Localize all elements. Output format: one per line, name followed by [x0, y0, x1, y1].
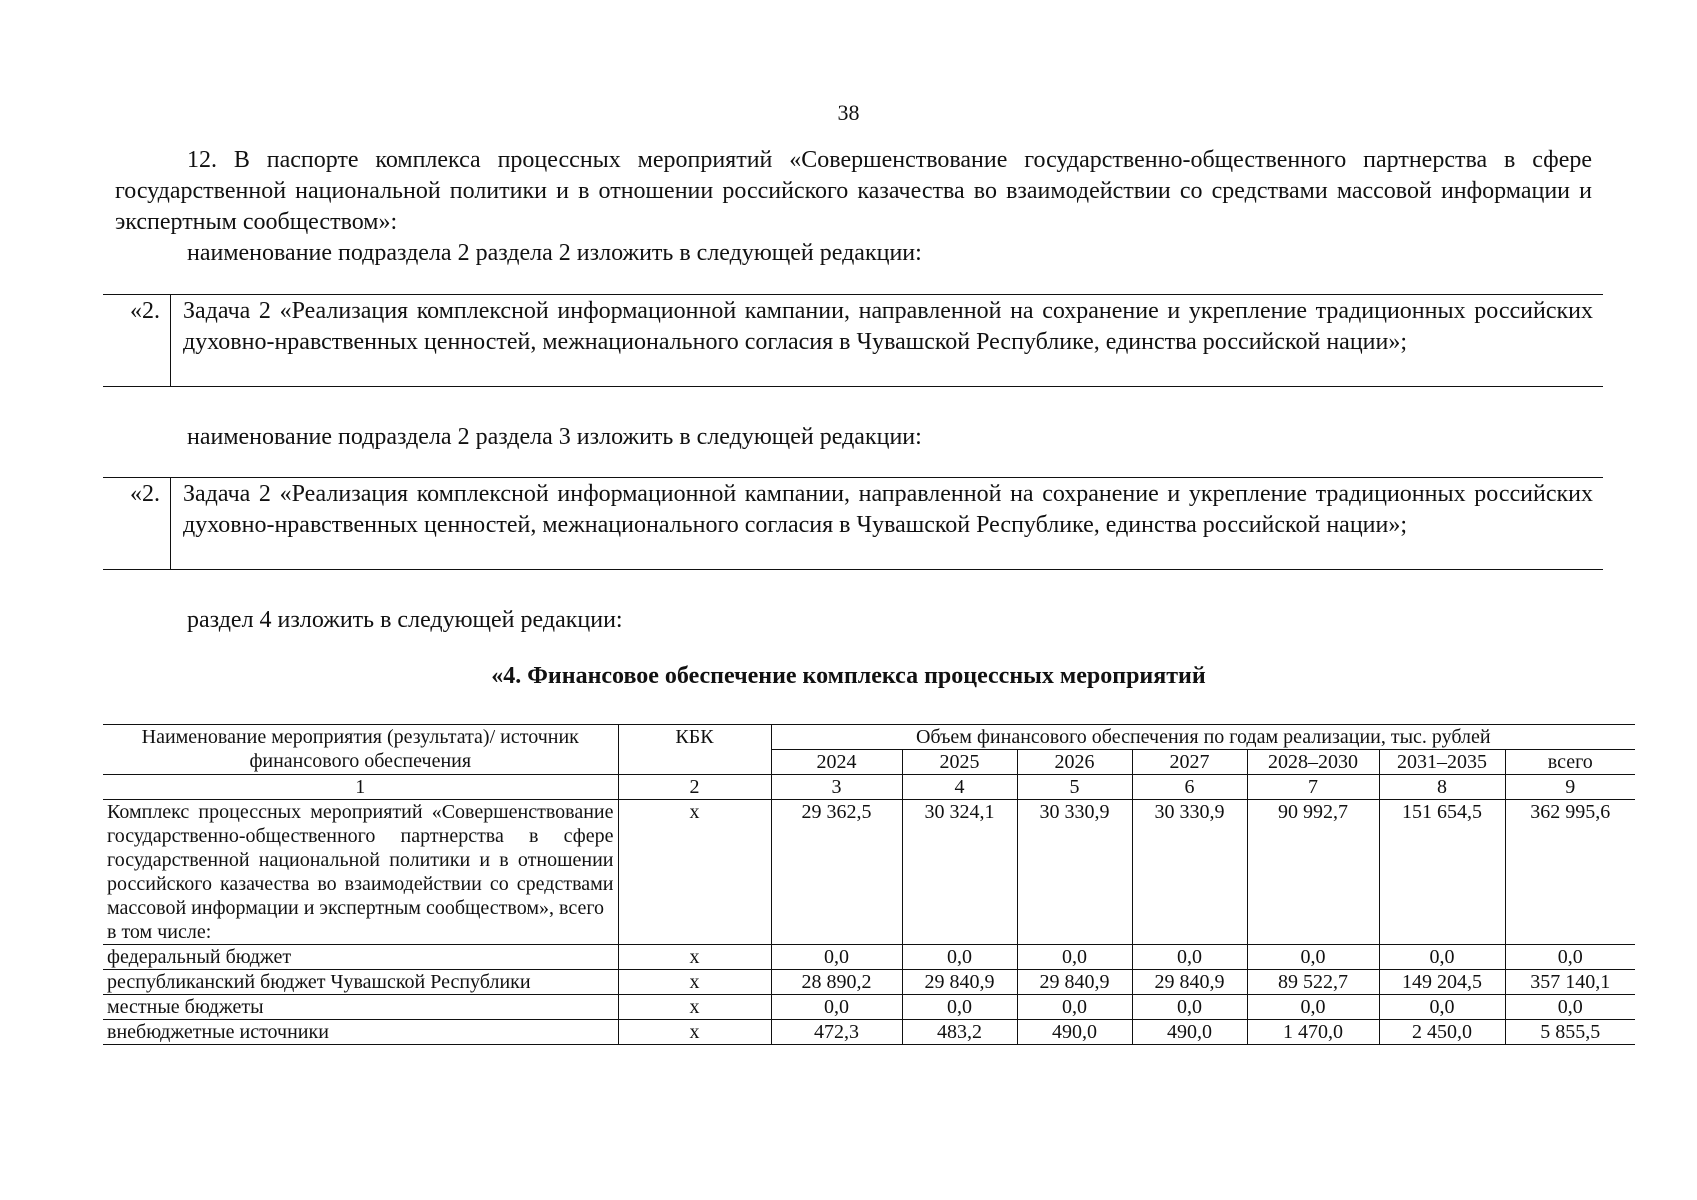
kbk-cell: x	[618, 800, 771, 945]
row-name: внебюджетные источники	[103, 1020, 618, 1045]
kbk-cell: x	[618, 995, 771, 1020]
section-heading: «4. Финансовое обеспечение комплекса процессных мероприятий	[491, 663, 1206, 689]
value-cell: 357 140,1	[1505, 970, 1635, 995]
task-number: «2.	[103, 478, 171, 569]
value-cell: 5 855,5	[1505, 1020, 1635, 1045]
task-text: Задача 2 «Реализация комплексной информационной кампании, направленной на сохранение и укрепление традиционных российских духовно-нравственных ценностей, межнационального согласия в Чувашской Республике, единства российской нации»;	[183, 298, 1593, 355]
table-header-row	[103, 725, 1635, 750]
page-number: 38	[837, 100, 860, 125]
value-cell: 0,0	[1379, 995, 1505, 1020]
task-block-section-3	[103, 477, 1603, 570]
value-cell: 30 330,9	[1017, 800, 1132, 945]
value-cell: 0,0	[1132, 995, 1247, 1020]
instruction-section-4: раздел 4 изложить в следующей редакции:	[187, 607, 623, 633]
financing-table	[103, 724, 1635, 1045]
value-cell: 490,0	[1132, 1020, 1247, 1045]
value-cell: 1 470,0	[1247, 1020, 1379, 1045]
header-year: 2026	[1017, 750, 1132, 775]
column-number: 2	[618, 775, 771, 800]
row-name: федеральный бюджет	[103, 945, 618, 970]
value-cell: 30 324,1	[902, 800, 1017, 945]
column-number: 7	[1247, 775, 1379, 800]
header-year: 2024	[771, 750, 902, 775]
value-cell: 0,0	[1379, 945, 1505, 970]
value-cell: 90 992,7	[1247, 800, 1379, 945]
kbk-cell: x	[618, 1020, 771, 1045]
column-number: 8	[1379, 775, 1505, 800]
table-row-local	[103, 995, 1635, 1020]
value-cell: 0,0	[1132, 945, 1247, 970]
column-number: 3	[771, 775, 902, 800]
column-number: 4	[902, 775, 1017, 800]
kbk-cell: x	[618, 945, 771, 970]
value-cell: 151 654,5	[1379, 800, 1505, 945]
value-cell: 0,0	[1247, 945, 1379, 970]
header-volume: Объем финансового обеспечения по годам реализации, тыс. рублей	[771, 725, 1635, 750]
header-year: 2027	[1132, 750, 1247, 775]
header-kbk: КБК	[618, 725, 771, 775]
header-year: 2031–2035	[1379, 750, 1505, 775]
header-total: всего	[1505, 750, 1635, 775]
table-row-complex-total	[103, 800, 1635, 945]
header-name: Наименование мероприятия (результата)/ источник финансового обеспечения	[103, 725, 618, 775]
instruction-subsection-2-section-3: наименование подраздела 2 раздела 3 изложить в следующей редакции:	[187, 424, 922, 450]
kbk-cell: x	[618, 970, 771, 995]
task-text: Задача 2 «Реализация комплексной информационной кампании, направленной на сохранение и укрепление традиционных российских духовно-нравственных ценностей, межнационального согласия в Чувашской Республике, единства российской нации»;	[183, 481, 1593, 538]
value-cell: 362 995,6	[1505, 800, 1635, 945]
instruction-subsection-2-section-2: наименование подраздела 2 раздела 2 изложить в следующей редакции:	[187, 240, 922, 266]
value-cell: 0,0	[902, 945, 1017, 970]
row-name: местные бюджеты	[103, 995, 618, 1020]
value-cell: 149 204,5	[1379, 970, 1505, 995]
value-cell: 490,0	[1017, 1020, 1132, 1045]
value-cell: 29 840,9	[1132, 970, 1247, 995]
value-cell: 0,0	[771, 995, 902, 1020]
row-name: Комплекс процессных мероприятий «Совершенствование государственно-общественного партнерства в сфере государственной национальной политики и в отношении российского казачества во взаимодействии со средствами массовой информации и экспертным сообществом», всего	[107, 801, 614, 919]
value-cell: 2 450,0	[1379, 1020, 1505, 1045]
value-cell: 30 330,9	[1132, 800, 1247, 945]
value-cell: 0,0	[1017, 945, 1132, 970]
table-row-extrabudgetary	[103, 1020, 1635, 1045]
row-name: республиканский бюджет Чувашской Республики	[103, 970, 618, 995]
value-cell: 0,0	[1505, 945, 1635, 970]
table-row-republican	[103, 970, 1635, 995]
value-cell: 89 522,7	[1247, 970, 1379, 995]
row-name-cell	[103, 800, 618, 945]
value-cell: 472,3	[771, 1020, 902, 1045]
column-number: 9	[1505, 775, 1635, 800]
value-cell: 0,0	[1247, 995, 1379, 1020]
row-name-extra: в том числе:	[107, 921, 212, 943]
column-number: 5	[1017, 775, 1132, 800]
value-cell: 0,0	[902, 995, 1017, 1020]
value-cell: 0,0	[771, 945, 902, 970]
intro-paragraph: 12. В паспорте комплекса процессных мероприятий «Совершенствование государственно-общественного партнерства в сфере государственной национальной политики и в отношении российского казачества во взаимодействии со средствами массовой информации и экспертным сообществом»:	[115, 147, 1592, 235]
column-number: 6	[1132, 775, 1247, 800]
column-numbers-row	[103, 775, 1635, 800]
value-cell: 29 362,5	[771, 800, 902, 945]
header-year: 2025	[902, 750, 1017, 775]
task-number: «2.	[103, 295, 171, 386]
value-cell: 28 890,2	[771, 970, 902, 995]
table-row-federal	[103, 945, 1635, 970]
column-number: 1	[103, 775, 618, 800]
value-cell: 0,0	[1017, 995, 1132, 1020]
value-cell: 0,0	[1505, 995, 1635, 1020]
value-cell: 29 840,9	[902, 970, 1017, 995]
value-cell: 483,2	[902, 1020, 1017, 1045]
task-block-section-2	[103, 294, 1603, 387]
header-year: 2028–2030	[1247, 750, 1379, 775]
value-cell: 29 840,9	[1017, 970, 1132, 995]
